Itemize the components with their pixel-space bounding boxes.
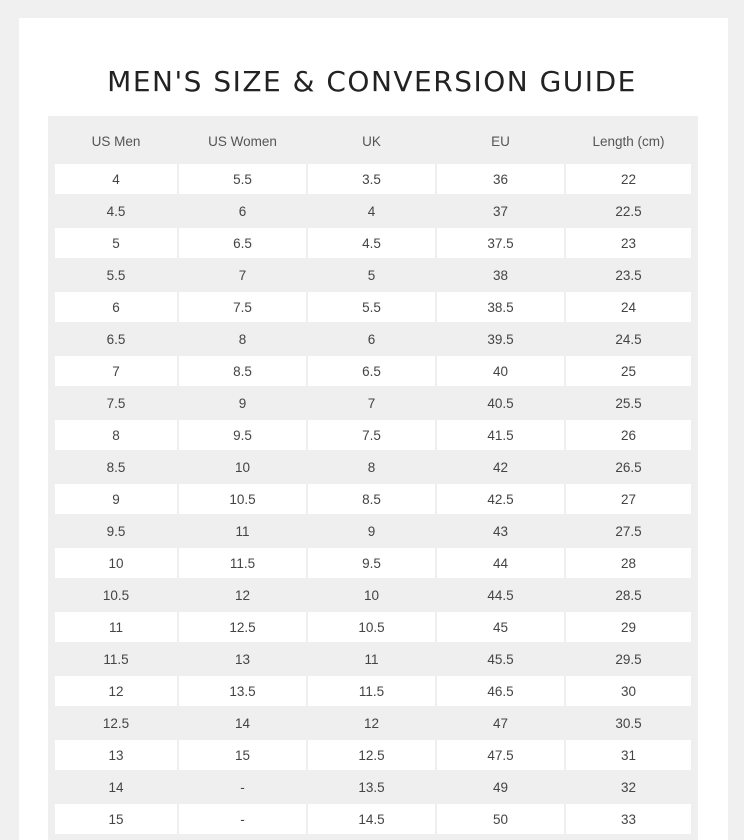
table-cell-uk: 9 xyxy=(308,516,435,546)
table-cell-length-cm: 26 xyxy=(566,420,691,450)
table-cell-uk: 4.5 xyxy=(308,228,435,258)
table-cell-us-women: 5.5 xyxy=(179,164,306,194)
table-cell-eu: 42.5 xyxy=(437,484,564,514)
table-cell-us-men: 5 xyxy=(55,228,177,258)
table-cell-eu: 49 xyxy=(437,772,564,802)
table-cell-us-men: 7 xyxy=(55,356,177,386)
table-cell-uk: 10 xyxy=(308,580,435,610)
table-cell-us-women: 11.5 xyxy=(179,548,306,578)
table-cell-length-cm: 25 xyxy=(566,356,691,386)
table-cell-length-cm: 29 xyxy=(566,612,691,642)
table-row xyxy=(55,420,691,450)
table-cell-us-women: 9 xyxy=(179,388,306,418)
table-cell-us-women: 8 xyxy=(179,324,306,354)
column-header-eu: EU xyxy=(437,116,564,164)
table-cell-eu: 44.5 xyxy=(437,580,564,610)
table-row xyxy=(55,484,691,514)
table-cell-us-women: 14 xyxy=(179,708,306,738)
table-row xyxy=(55,452,691,482)
table-row xyxy=(55,644,691,674)
table-cell-length-cm: 27 xyxy=(566,484,691,514)
table-cell-us-men: 7.5 xyxy=(55,388,177,418)
table-cell-length-cm: 24 xyxy=(566,292,691,322)
table-cell-us-men: 9.5 xyxy=(55,516,177,546)
table-cell-eu: 37.5 xyxy=(437,228,564,258)
page-title: MEN'S SIZE & CONVERSION GUIDE xyxy=(107,65,637,98)
table-row xyxy=(55,548,691,578)
table-cell-eu: 38 xyxy=(437,260,564,290)
table-cell-eu: 39.5 xyxy=(437,324,564,354)
table-cell-us-men: 8.5 xyxy=(55,452,177,482)
table-cell-us-women: 6 xyxy=(179,196,306,226)
table-cell-uk: 11 xyxy=(308,644,435,674)
table-cell-uk: 8.5 xyxy=(308,484,435,514)
table-cell-length-cm: 27.5 xyxy=(566,516,691,546)
table-row xyxy=(55,228,691,258)
table-cell-eu: 47.5 xyxy=(437,740,564,770)
table-cell-length-cm: 26.5 xyxy=(566,452,691,482)
table-cell-uk: 3.5 xyxy=(308,164,435,194)
table-cell-uk: 5.5 xyxy=(308,292,435,322)
table-cell-eu: 41.5 xyxy=(437,420,564,450)
table-cell-us-men: 4 xyxy=(55,164,177,194)
table-cell-eu: 44 xyxy=(437,548,564,578)
table-cell-uk: 12 xyxy=(308,708,435,738)
table-cell-length-cm: 28.5 xyxy=(566,580,691,610)
size-table xyxy=(55,116,691,836)
table-row xyxy=(55,292,691,322)
table-cell-us-women: 12 xyxy=(179,580,306,610)
table-row xyxy=(55,388,691,418)
table-cell-length-cm: 30.5 xyxy=(566,708,691,738)
table-cell-us-men: 12 xyxy=(55,676,177,706)
table-cell-us-men: 15 xyxy=(55,804,177,834)
table-cell-length-cm: 23 xyxy=(566,228,691,258)
table-cell-us-men: 12.5 xyxy=(55,708,177,738)
table-cell-us-women: 9.5 xyxy=(179,420,306,450)
table-cell-eu: 46.5 xyxy=(437,676,564,706)
table-cell-us-women: 10.5 xyxy=(179,484,306,514)
table-cell-us-men: 10.5 xyxy=(55,580,177,610)
table-cell-uk: 4 xyxy=(308,196,435,226)
table-row xyxy=(55,164,691,194)
table-row xyxy=(55,356,691,386)
table-cell-us-women: 6.5 xyxy=(179,228,306,258)
table-cell-uk: 12.5 xyxy=(308,740,435,770)
table-row xyxy=(55,612,691,642)
table-cell-uk: 8 xyxy=(308,452,435,482)
table-cell-length-cm: 33 xyxy=(566,804,691,834)
table-cell-length-cm: 22.5 xyxy=(566,196,691,226)
table-cell-us-men: 8 xyxy=(55,420,177,450)
column-header-us-men: US Men xyxy=(55,116,177,164)
table-row xyxy=(55,676,691,706)
table-cell-us-men: 13 xyxy=(55,740,177,770)
table-cell-uk: 7.5 xyxy=(308,420,435,450)
table-cell-uk: 13.5 xyxy=(308,772,435,802)
table-cell-eu: 40 xyxy=(437,356,564,386)
table-row xyxy=(55,324,691,354)
table-cell-length-cm: 31 xyxy=(566,740,691,770)
table-cell-uk: 14.5 xyxy=(308,804,435,834)
table-cell-length-cm: 25.5 xyxy=(566,388,691,418)
table-cell-length-cm: 30 xyxy=(566,676,691,706)
table-cell-us-women: 10 xyxy=(179,452,306,482)
table-cell-us-men: 10 xyxy=(55,548,177,578)
table-cell-us-women: 11 xyxy=(179,516,306,546)
table-cell-us-women: 8.5 xyxy=(179,356,306,386)
table-cell-eu: 38.5 xyxy=(437,292,564,322)
table-row xyxy=(55,804,691,834)
table-cell-uk: 6.5 xyxy=(308,356,435,386)
table-cell-length-cm: 22 xyxy=(566,164,691,194)
size-table-container xyxy=(48,116,698,840)
table-cell-uk: 9.5 xyxy=(308,548,435,578)
table-cell-length-cm: 29.5 xyxy=(566,644,691,674)
table-row xyxy=(55,580,691,610)
table-cell-uk: 11.5 xyxy=(308,676,435,706)
table-cell-us-women: 15 xyxy=(179,740,306,770)
table-header-row xyxy=(55,116,691,164)
table-cell-us-women: - xyxy=(179,804,306,834)
column-header-us-women: US Women xyxy=(179,116,306,164)
table-cell-us-women: 13 xyxy=(179,644,306,674)
table-cell-uk: 5 xyxy=(308,260,435,290)
table-cell-uk: 10.5 xyxy=(308,612,435,642)
table-cell-eu: 42 xyxy=(437,452,564,482)
table-cell-uk: 7 xyxy=(308,388,435,418)
column-header-uk: UK xyxy=(308,116,435,164)
table-body xyxy=(55,164,691,834)
table-row xyxy=(55,772,691,802)
table-cell-length-cm: 23.5 xyxy=(566,260,691,290)
table-row xyxy=(55,708,691,738)
table-cell-us-men: 6 xyxy=(55,292,177,322)
table-cell-us-men: 11 xyxy=(55,612,177,642)
table-cell-length-cm: 24.5 xyxy=(566,324,691,354)
table-cell-uk: 6 xyxy=(308,324,435,354)
table-cell-eu: 45.5 xyxy=(437,644,564,674)
table-cell-eu: 50 xyxy=(437,804,564,834)
table-cell-eu: 45 xyxy=(437,612,564,642)
table-cell-eu: 47 xyxy=(437,708,564,738)
table-cell-us-men: 11.5 xyxy=(55,644,177,674)
table-cell-eu: 36 xyxy=(437,164,564,194)
table-cell-length-cm: 28 xyxy=(566,548,691,578)
table-row xyxy=(55,260,691,290)
table-cell-eu: 40.5 xyxy=(437,388,564,418)
table-cell-us-women: 7 xyxy=(179,260,306,290)
table-cell-us-men: 9 xyxy=(55,484,177,514)
table-cell-us-men: 6.5 xyxy=(55,324,177,354)
table-row xyxy=(55,196,691,226)
table-cell-length-cm: 32 xyxy=(566,772,691,802)
column-header-length-cm: Length (cm) xyxy=(566,116,691,164)
table-row xyxy=(55,516,691,546)
table-cell-us-men: 5.5 xyxy=(55,260,177,290)
table-cell-us-women: - xyxy=(179,772,306,802)
table-cell-us-women: 12.5 xyxy=(179,612,306,642)
table-cell-us-men: 4.5 xyxy=(55,196,177,226)
table-cell-us-men: 14 xyxy=(55,772,177,802)
table-cell-us-women: 13.5 xyxy=(179,676,306,706)
table-cell-us-women: 7.5 xyxy=(179,292,306,322)
table-cell-eu: 43 xyxy=(437,516,564,546)
table-cell-eu: 37 xyxy=(437,196,564,226)
table-row xyxy=(55,740,691,770)
